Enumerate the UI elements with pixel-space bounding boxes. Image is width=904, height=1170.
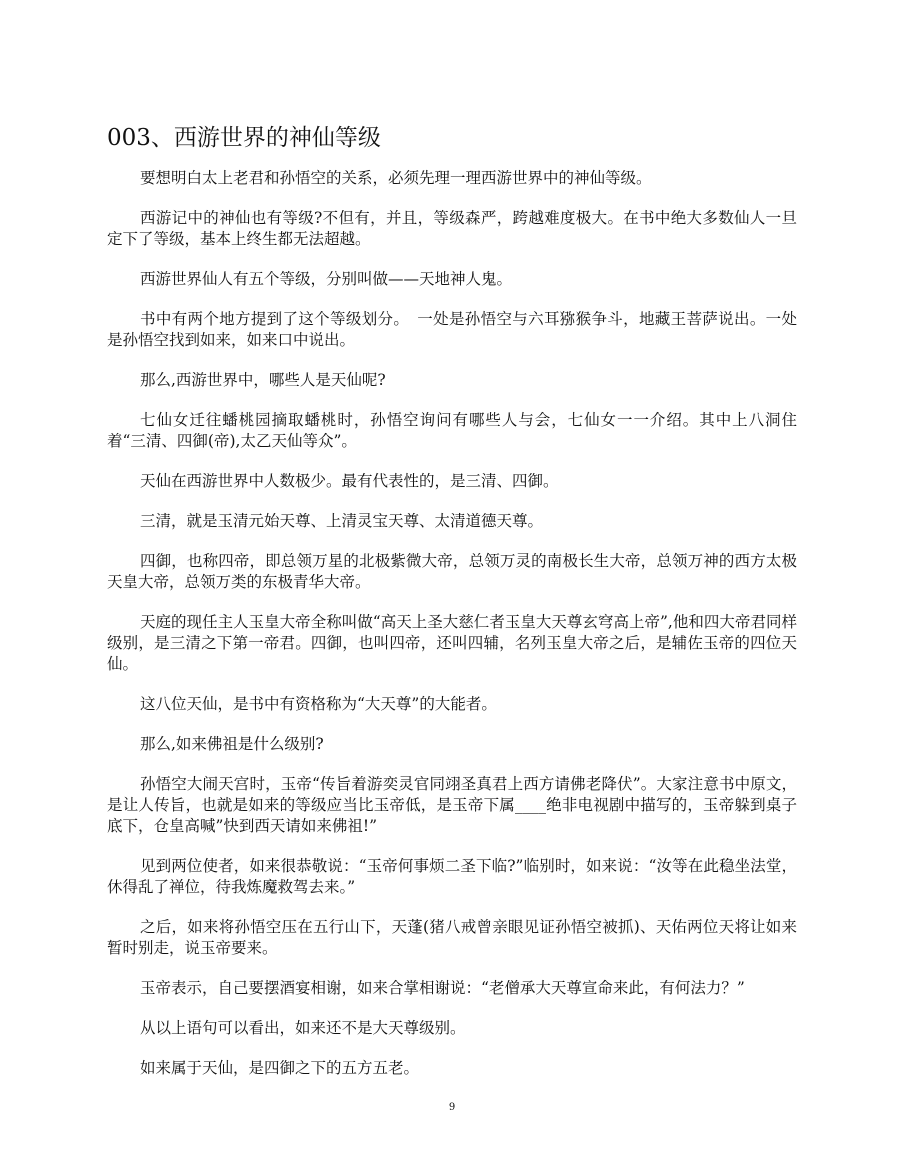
paragraph: 从以上语句可以看出，如来还不是大天尊级别。 [140, 1019, 466, 1037]
paragraph: 如来属于天仙，是四御之下的五方五老。 [140, 1059, 420, 1077]
paragraph: 三清，就是玉清元始天尊、上清灵宝天尊、太清道德天尊。 [140, 512, 544, 530]
paragraph: 孙悟空大闹天宫时，玉帝“传旨着游奕灵官同翊圣真君上西方请佛老降伏”。大家注意书中原文，是让人传旨，也就是如来的等级应当比玉帝低，是玉帝下属____绝非电视剧中描写的，玉帝躲到桌子底下，仓皇高喊”快到西天请如来佛祖!” [107, 775, 797, 835]
paragraph: 西游记中的神仙也有等级?不但有，并且，等级森严，跨越难度极大。在书中绝大多数仙人一旦定下了等级，基本上终生都无法超越。 [107, 209, 797, 248]
paragraph: 这八位天仙，是书中有资格称为“大天尊”的大能者。 [140, 695, 497, 713]
paragraph: 四御，也称四帝，即总领万星的北极紫微大帝，总领万灵的南极长生大帝，总领万神的西方太极天皇大帝，总领万类的东极青华大帝。 [107, 552, 797, 591]
paragraph: 天庭的现任主人玉皇大帝全称叫做“高天上圣大慈仁者玉皇大天尊玄穹高上帝”,他和四大帝君同样级别，是三清之下第一帝君。四御，也叫四帝，还叫四辅，名列玉皇大帝之后，是辅佐玉帝的四位天仙。 [107, 613, 797, 673]
paragraph: 要想明白太上老君和孙悟空的关系，必须先理一理西游世界中的神仙等级。 [140, 169, 652, 187]
chapter-title: 003、西游世界的神仙等级 [107, 125, 381, 151]
paragraph: 书中有两个地方提到了这个等级划分。 一处是孙悟空与六耳猕猴争斗，地藏王菩萨说出。一处是孙悟空找到如来，如来口中说出。 [107, 310, 797, 349]
paragraph: 西游世界仙人有五个等级，分别叫做——天地神人鬼。 [140, 270, 513, 288]
paragraph: 那么,西游世界中，哪些人是天仙呢? [140, 371, 386, 389]
body-text [107, 168, 797, 1098]
page-number: 9 [448, 1102, 456, 1113]
paragraph: 之后，如来将孙悟空压在五行山下，天蓬(猪八戒曾亲眼见证孙悟空被抓)、天佑两位天将让如来暂时别走，说玉帝要来。 [107, 918, 797, 957]
paragraph: 天仙在西游世界中人数极少。最有代表性的，是三清、四御。 [140, 472, 559, 490]
paragraph: 玉帝表示，自己要摆酒宴相谢，如来合掌相谢说：“老僧承大天尊宣命来此，有何法力？” [140, 979, 745, 997]
paragraph: 七仙女迁往蟠桃园摘取蟠桃时，孙悟空询问有哪些人与会，七仙女一一介绍。其中上八洞住着“三清、四御(帝),太乙天仙等众”。 [107, 411, 797, 450]
paragraph: 那么,如来佛祖是什么级别? [140, 735, 324, 753]
paragraph: 见到两位使者，如来很恭敬说：“玉帝何事烦二圣下临?”临别时，如来说：“汝等在此稳坐法堂，休得乱了禅位，待我炼魔救驾去来。” [107, 857, 797, 896]
